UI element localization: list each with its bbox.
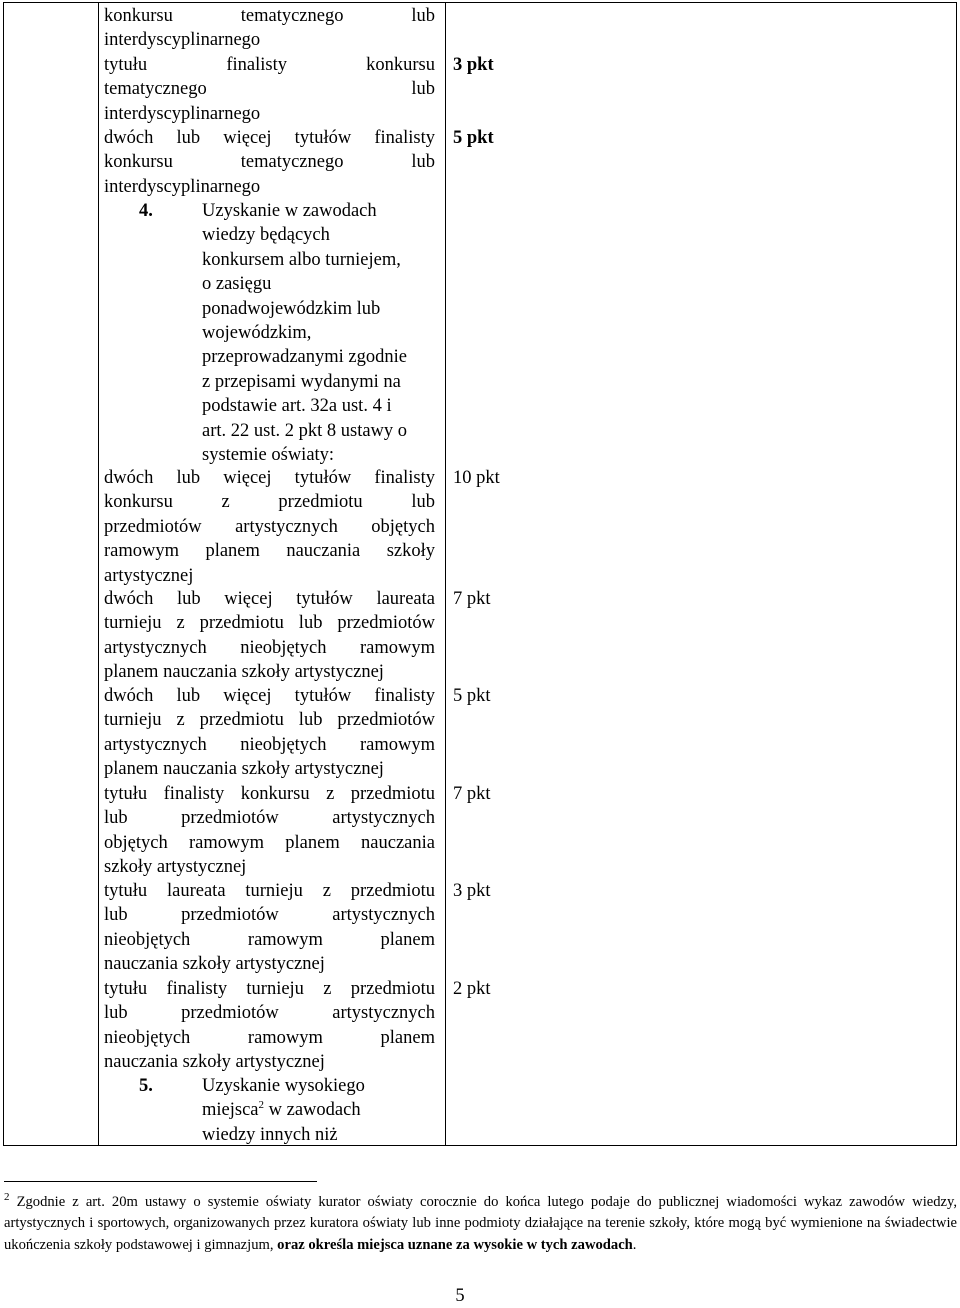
points-value: 10 pkt: [453, 468, 500, 488]
text-fragment: w zawodach: [264, 1100, 361, 1121]
points-value: 7 pkt: [453, 589, 491, 609]
text-line: dwóch lub więcej tytułów finalisty: [104, 686, 435, 706]
points-value: 5 pkt: [453, 686, 491, 706]
text-line: objętych ramowym planem nauczania: [104, 832, 435, 853]
section-description: [202, 1074, 442, 1147]
text-line: przeprowadzanymi zgodnie: [202, 347, 407, 368]
text-line: planem nauczania szkoły artystycznej: [104, 759, 384, 780]
footnote-marker: 2: [4, 1191, 10, 1204]
text-line: Uzyskanie w zawodach: [202, 201, 377, 221]
text-line: ramowym planem nauczania szkoły: [104, 541, 435, 562]
table-column-divider-1: [98, 2, 99, 1146]
criterion-text: [104, 684, 435, 782]
text-line: interdyscyplinarnego: [104, 30, 261, 51]
text-line: lub przedmiotów artystycznych: [104, 905, 435, 926]
text-fragment: miejsca: [202, 1100, 259, 1121]
text-line: konkursu tematycznego lub: [104, 6, 435, 26]
footnote-separator: [4, 1181, 317, 1182]
text-line: artystycznej: [104, 565, 194, 586]
table-bottom-border: [3, 1145, 957, 1146]
text-line: konkursu z przedmiotu lub: [104, 492, 435, 513]
footnote-text: Zgodnie z art. 20m ustawy o systemie oświaty kurator oświaty corocznie do końca lutego podaje do publicznej wiadomości wykaz zawodów wiedzy, artystycznych i sportowych, organizowanych przez kuratora oświaty lub inne podmioty działające na terenie szkoły, które mogą być wymienione na świadectwie ukończenia szkoły podstawowej i gimnazjum,: [4, 1194, 957, 1253]
footnote-reference[interactable]: 2: [258, 1099, 265, 1112]
text-line: systemie oświaty:: [202, 445, 335, 466]
text-line: nieobjętych ramowym planem: [104, 1027, 435, 1048]
text-line: dwóch lub więcej tytułów finalisty: [104, 128, 435, 148]
text-line: tytułu finalisty konkursu: [104, 55, 435, 75]
text-line: art. 22 ust. 2 pkt 8 ustawy o: [202, 420, 408, 441]
text-line: szkoły artystycznej: [104, 857, 247, 878]
criterion-text: [104, 53, 435, 126]
criterion-text: [104, 126, 435, 199]
text-line: nieobjętych ramowym planem: [104, 929, 435, 950]
table-left-border: [3, 2, 4, 1146]
text-line: tytułu laureata turnieju z przedmiotu: [104, 881, 435, 901]
criterion-text: [104, 977, 435, 1075]
text-line: dwóch lub więcej tytułów laureata: [104, 589, 435, 609]
text-line: lub przedmiotów artystycznych: [104, 808, 435, 829]
text-line: tytułu finalisty turnieju z przedmiotu: [104, 979, 435, 999]
text-line: z przepisami wydanymi na: [202, 371, 401, 392]
text-line: tematycznego lub: [104, 79, 435, 100]
criterion-text: [104, 587, 435, 685]
text-line: turnieju z przedmiotu lub przedmiotów: [104, 613, 435, 634]
section-number: 4.: [139, 201, 153, 221]
text-line: artystycznych nieobjętych ramowym: [104, 637, 435, 658]
points-value: 2 pkt: [453, 979, 491, 999]
text-line: [202, 1098, 442, 1122]
text-line: dwóch lub więcej tytułów finalisty: [104, 468, 435, 488]
text-line: tytułu finalisty konkursu z przedmiotu: [104, 784, 435, 804]
text-line: przedmiotów artystycznych objętych: [104, 516, 435, 537]
criterion-text: [104, 782, 435, 880]
points-value: 3 pkt: [453, 881, 491, 901]
text-line: nauczania szkoły artystycznej: [104, 1052, 325, 1073]
points-value: 5 pkt: [453, 128, 494, 148]
table-right-border: [956, 2, 957, 1146]
footnote: [4, 1192, 957, 1256]
table-column-divider-2: [445, 2, 446, 1146]
footnote-bold-text: oraz określa miejsca uznane za wysokie w tych zawodach: [277, 1236, 633, 1253]
text-line: interdyscyplinarnego: [104, 103, 261, 124]
text-line: interdyscyplinarnego: [104, 176, 261, 197]
section-number: 5.: [139, 1076, 153, 1096]
page-number: 5: [455, 1286, 465, 1306]
table-top-border: [3, 2, 957, 3]
text-line: Uzyskanie wysokiego: [202, 1076, 365, 1096]
text-line: konkursu tematycznego lub: [104, 152, 435, 173]
text-line: ponadwojewódzkim lub: [202, 298, 381, 319]
text-line: artystycznych nieobjętych ramowym: [104, 734, 435, 755]
text-line: o zasięgu: [202, 274, 272, 295]
footnote-end: .: [632, 1236, 637, 1253]
text-line: lub przedmiotów artystycznych: [104, 1003, 435, 1024]
section-description: [202, 199, 442, 467]
points-value: 7 pkt: [453, 784, 491, 804]
text-line: planem nauczania szkoły artystycznej: [104, 662, 384, 683]
text-line: nauczania szkoły artystycznej: [104, 954, 325, 975]
text-line: konkursem albo turniejem,: [202, 249, 401, 270]
criterion-text: [104, 4, 435, 53]
text-line: wiedzy będących: [202, 225, 330, 246]
points-value: 3 pkt: [453, 55, 494, 75]
text-line: turnieju z przedmiotu lub przedmiotów: [104, 710, 435, 731]
criterion-text: [104, 466, 435, 588]
text-line: wojewódzkim,: [202, 323, 312, 344]
text-line: wiedzy innych niż: [202, 1124, 338, 1145]
text-line: podstawie art. 32a ust. 4 i: [202, 396, 392, 417]
criterion-text: [104, 879, 435, 977]
